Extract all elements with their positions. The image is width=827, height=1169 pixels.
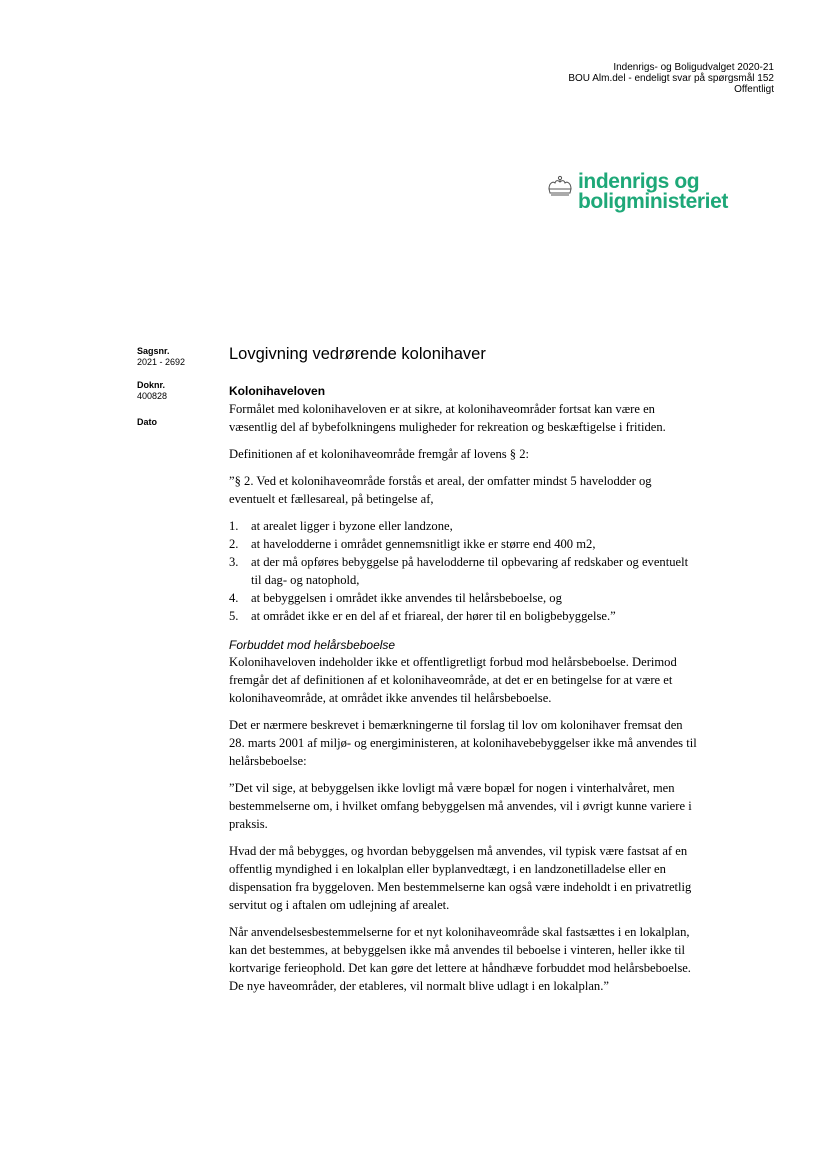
paragraph: Definitionen af et kolonihaveområde fremgår af lovens § 2: (229, 447, 530, 461)
case-number-block (137, 346, 185, 368)
quote-paragraph: ”Det vil sige, at bebyggelsen ikke lovligt må være bopæl for nogen i vinterhalvåret, men bestemmelserne om, i hvilket omfang bebyggelsen må anvendes, vil i øvrigt kunne variere i praksis. (229, 781, 692, 831)
case-number-label: Sagsnr. (137, 346, 170, 356)
quote-paragraph: ”§ 2. Ved et kolonihaveområde forstås et areal, der omfatter mindst 5 havelodder og eventuelt et fællesareal, på betingelse af, (229, 474, 652, 506)
quote-paragraph: Når anvendelsesbestemmelserne for et nyt kolonihaveområde skal fastsættes i en lokalplan, kan det bestemmes, at bebyggelsen ikke må anvendes til beboelse i vinteren, heller ikke til kortvarige ferieophold. Det kan gøre det lettere at håndhæve forbuddet mod helårsbeboelse. De nye haveområder, der etableres, vil normalt blive udlagt i en lokalplan.” (229, 925, 691, 993)
quote-paragraph: Hvad der må bebygges, og hvordan bebyggelsen må anvendes, vil typisk være fastsat af en offentlig myndighed i en lokalplan eller byplanvedtægt, i en landzonetilladelse eller en dispensation fra byggeloven. Men bestemmelserne kan også være indeholdt i en privatretlig servitut og i aftalen om udlejning af arealet. (229, 844, 692, 912)
document-number-value: 400828 (137, 391, 168, 401)
logo-line-1: indenrigs og (578, 170, 700, 193)
paragraph: Kolonihaveloven indeholder ikke et offentligretligt forbud mod helårsbeboelse. Derimod fremgår det af definitionen af et kolonihaveområde, at det er en betingelse for at være et kolonihaveområde, at området ikke anvendes til helårsbeboelse. (229, 655, 677, 705)
list-number: 2. (229, 537, 239, 551)
list-item (229, 553, 699, 589)
list-text: at arealet ligger i byzone eller landzone, (251, 519, 453, 533)
reference-line: BOU Alm.del - endeligt svar på spørgsmål 152 (568, 73, 774, 84)
section-subheading: Forbuddet mod helårsbeboelse (229, 638, 396, 652)
list-number: 1. (229, 519, 239, 533)
document-body (229, 383, 699, 1004)
list-number: 3. (229, 555, 239, 569)
list-item (229, 589, 699, 607)
case-number-value: 2021 - 2692 (137, 357, 186, 367)
list-text: at havelodderne i området gennemsnitligt ikke er større end 400 m2, (251, 537, 596, 551)
list-text: at området ikke er en del af et friareal, der hører til en boligbebyggelse.” (251, 609, 616, 623)
list-item (229, 607, 699, 625)
committee-line: Indenrigs- og Boligudvalget 2020-21 (613, 62, 774, 73)
list-text: at der må opføres bebyggelse på havelodderne til opbevaring af redskaber og eventuelt til dag- og natophold, (251, 555, 689, 587)
document-title: Lovgivning vedrørende kolonihaver (229, 345, 486, 363)
document-number-block (137, 380, 167, 402)
crown-icon (546, 174, 574, 203)
document-header-meta (568, 62, 774, 95)
list-number: 4. (229, 591, 239, 605)
list-item (229, 517, 699, 535)
public-status-line: Offentligt (734, 84, 774, 95)
condition-list (229, 517, 699, 625)
date-block (137, 417, 157, 428)
paragraph: Det er nærmere beskrevet i bemærkningerne til forslag til lov om kolonihaver fremsat den 28. marts 2001 af miljø- og energiministeren, at kolonihavebebyggelser ikke må anvendes til helårsbeboelse: (229, 718, 697, 768)
section-heading: Kolonihaveloven (229, 384, 326, 398)
logo-line-2: boligministeriet (578, 190, 728, 213)
list-text: at bebyggelsen i området ikke anvendes til helårsbeboelse, og (251, 591, 562, 605)
date-label: Dato (137, 417, 157, 427)
document-number-label: Doknr. (137, 380, 166, 390)
list-item (229, 535, 699, 553)
list-number: 5. (229, 609, 239, 623)
paragraph: Formålet med kolonihaveloven er at sikre, at kolonihaveområder fortsat kan være en væsentlig del af bybefolkningens muligheder for rekreation og beskæftigelse i fritiden. (229, 402, 666, 434)
